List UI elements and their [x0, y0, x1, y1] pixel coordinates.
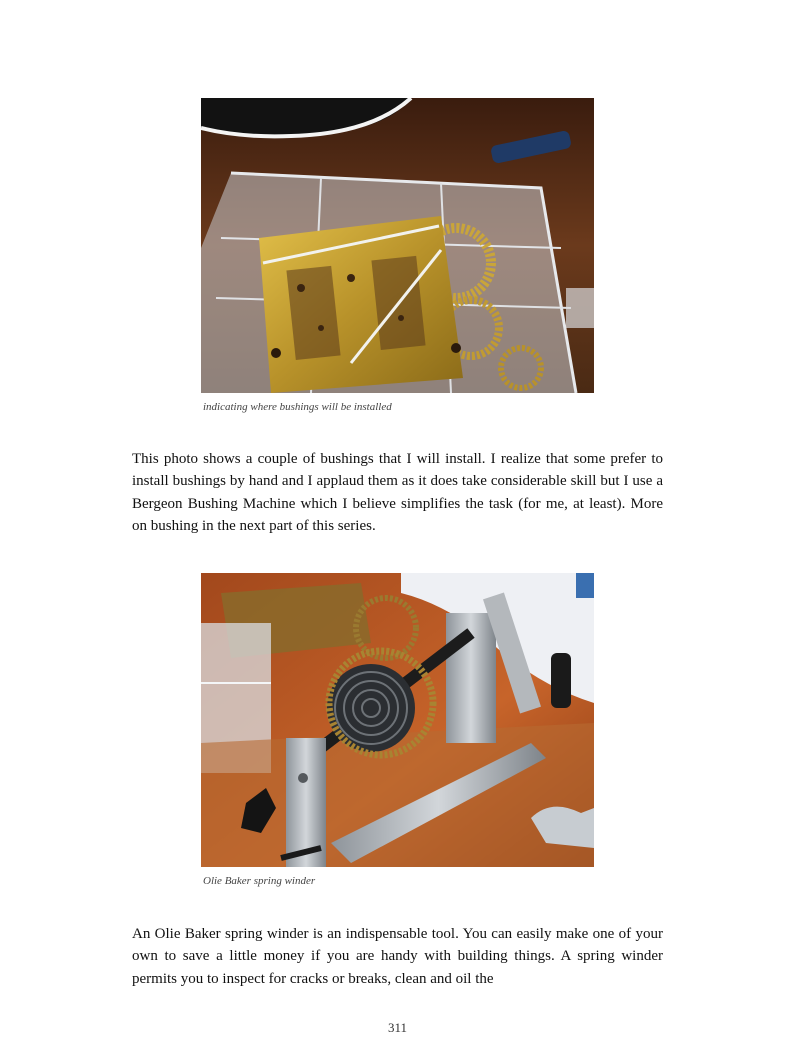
spring-winder-photo — [201, 573, 594, 867]
body-paragraph: An Olie Baker spring winder is an indispensable tool. You can easily make one of your own to save a little money if you are handy with building things. A spring winder permits you to inspect for cracks or breaks, clean and oil the — [132, 926, 663, 987]
clock-plate-photo — [201, 98, 594, 393]
page-number: 311 — [387, 1020, 408, 1035]
figure-caption: indicating where bushings will be installed — [203, 401, 392, 413]
figure-caption: Olie Baker spring winder — [203, 875, 316, 887]
body-paragraph: This photo shows a couple of bushings that I will install. I realize that some prefer to install bushings by hand and I applaud them as it does take considerable skill but I use a Bergeon Bushing Machine which I believe simplifies the task (for me, at least). More on bushing in the next part of this series. — [132, 451, 663, 534]
